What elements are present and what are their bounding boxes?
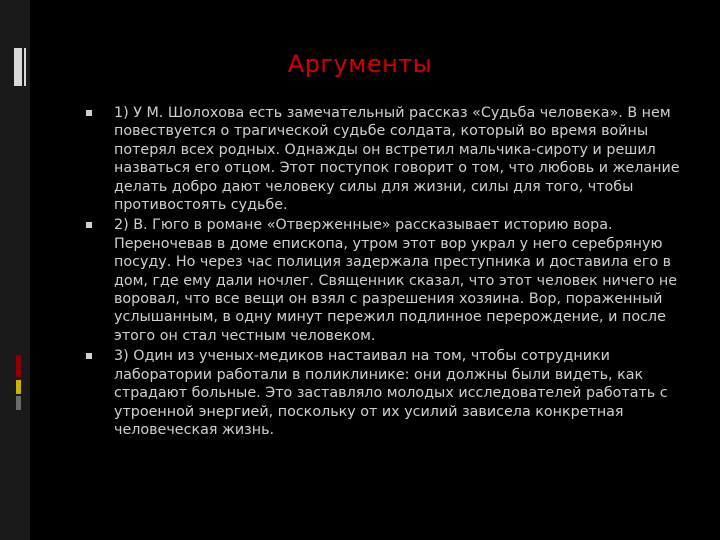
square-bullet-icon	[86, 222, 92, 228]
grey-accent-bar	[16, 396, 21, 410]
argument-item-1	[84, 104, 684, 214]
square-bullet-icon	[86, 353, 92, 359]
argument-item-3	[84, 347, 684, 439]
argument-text: 3) Один из ученых-медиков настаивал на том, чтобы сотрудники лаборатории работали в поликлинике: они должны были видеть, как страдают больные. Это заставляло молодых исследователей работать с утроенной энергией, поскольку от их усилий зависела конкретная человеческая жизнь.	[114, 348, 668, 438]
argument-text: 2) В. Гюго в романе «Отверженные» рассказывает историю вора. Переночевав в доме епископа, утром этот вор украл у него серебряную посуду. Но через час полиция задержала преступника и доставила его в дом, где ему дали ночлег. Священник сказал, что этот человек ничего не воровал, что все вещи он взял с разрешения хозяина. Вор, пораженный услышанным, в одну минут пережил подлинное перерождение, и после этого он стал честным человеком.	[114, 217, 678, 344]
white-accent-line	[24, 48, 26, 86]
white-accent-bar	[14, 48, 22, 86]
slide-content	[84, 104, 684, 439]
yellow-accent-bar	[16, 380, 21, 394]
argument-item-2	[84, 216, 684, 345]
argument-text: 1) У М. Шолохова есть замечательный рассказ «Судьба человека». В нем повествуется о трагической судьбе солдата, который во время войны потерял всех родных. Однажды он встретил мальчика-сироту и решил назваться его отцом. Этот поступок говорит о том, что любовь и желание делать добро дают человеку силы для жизни, силы для того, чтобы противостоять судьбе.	[114, 105, 680, 214]
slide-title: Аргументы	[287, 50, 433, 78]
square-bullet-icon	[86, 110, 92, 116]
red-accent-bar	[16, 355, 21, 377]
